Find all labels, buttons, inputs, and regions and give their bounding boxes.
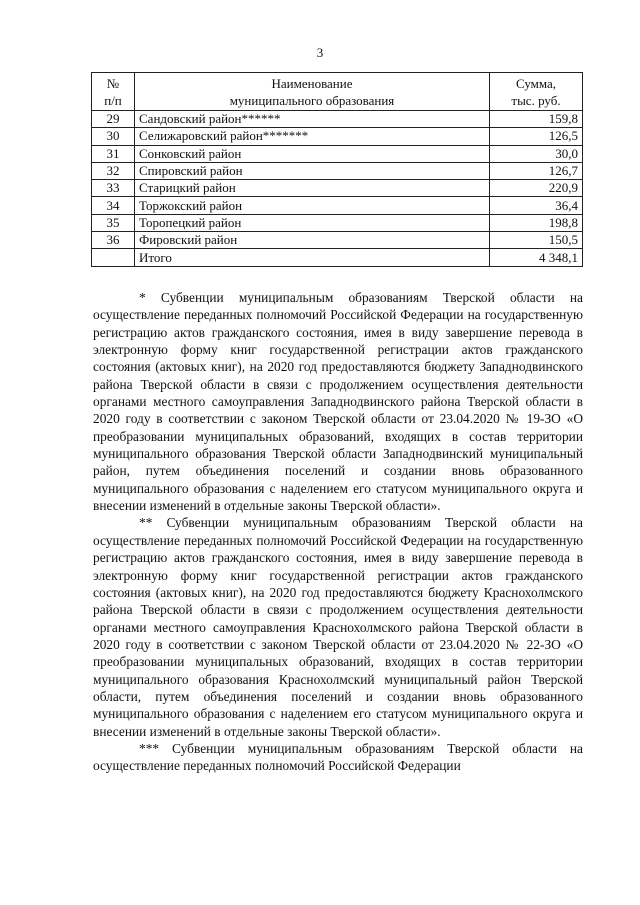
- row-name: Селижаровский район*******: [135, 128, 490, 145]
- row-name: Сандовский район******: [135, 111, 490, 128]
- page-number: 3: [316, 45, 324, 60]
- row-number: 36: [92, 232, 135, 249]
- row-number: 32: [92, 162, 135, 179]
- row-sum: 150,5: [490, 232, 583, 249]
- table-row: [92, 197, 583, 214]
- total-label: Итого: [135, 249, 490, 266]
- row-sum: 126,5: [490, 128, 583, 145]
- row-sum: 36,4: [490, 197, 583, 214]
- row-number: 35: [92, 214, 135, 231]
- row-number: 30: [92, 128, 135, 145]
- row-name: Фировский район: [135, 232, 490, 249]
- header-name-line1: Наименование: [271, 75, 353, 91]
- total-sum: 4 348,1: [490, 249, 583, 266]
- row-name: Сонковский район: [135, 145, 490, 162]
- row-sum: 30,0: [490, 145, 583, 162]
- row-name: Торжокский район: [135, 197, 490, 214]
- row-number: 31: [92, 145, 135, 162]
- header-number-line2: п/п: [104, 92, 122, 108]
- footnote-3: *** Субвенции муниципальным образованиям Тверской области на осуществление переданных полномочий Российской Федерации: [93, 740, 583, 774]
- row-name: Старицкий район: [135, 180, 490, 197]
- header-sum-line1: Сумма,: [515, 75, 557, 91]
- table-row: [92, 145, 583, 162]
- header-number: [92, 73, 135, 111]
- header-name-line2: муниципального образования: [229, 92, 395, 108]
- header-sum: [490, 73, 583, 111]
- row-name: Спировский район: [135, 162, 490, 179]
- row-sum: 126,7: [490, 162, 583, 179]
- table-row: [92, 180, 583, 197]
- table-row: [92, 162, 583, 179]
- row-sum: 159,8: [490, 111, 583, 128]
- row-number: 34: [92, 197, 135, 214]
- row-number: 29: [92, 111, 135, 128]
- table-header-row: [92, 73, 583, 111]
- header-name: [135, 73, 490, 111]
- row-name: Торопецкий район: [135, 214, 490, 231]
- footnote-2: ** Субвенции муниципальным образованиям Тверской области на осуществление переданных полномочий Российской Федерации на государственную регистрацию актов гражданского состояния, имея в виду завершение перевода в электронную форму книг государственной регистрации актов гражданского состояния (актовых книг), на 2020 год предоставляются бюджету Краснохолмского района Тверской области в связи с продолжением осуществления деятельности органами местного самоуправления Краснохолмского района Тверской области в 2020 году в соответствии с законом Тверской области от 23.04.2020 № 22-ЗО «О преобразовании муниципальных образований, входящих в состав территории муниципального образования Краснохолмский муниципальный район Тверской области, путем объединения поселений и создании вновь образованного муниципального образования с наделением его статусом муниципального округа и внесении изменений в отдельные законы Тверской области».: [93, 515, 583, 739]
- table-total-row: [92, 249, 583, 266]
- row-sum: 220,9: [490, 180, 583, 197]
- table-row: [92, 111, 583, 128]
- footnote-1: * Субвенции муниципальным образованиям Тверской области на осуществление переданных полномочий Российской Федерации на государственную регистрацию актов гражданского состояния, имея в виду завершение перевода в электронную форму книг государственной регистрации актов гражданского состояния (актовых книг), на 2020 год предоставляются бюджету Западнодвинского района Тверской области в связи с продолжением осуществления деятельности органами местного самоуправления Западнодвинского района Тверской области в 2020 году в соответствии с законом Тверской области от 23.04.2020 № 19-ЗО «О преобразовании муниципальных образований, входящих в состав территории муниципального образования Тверской области Западнодвинский муниципальный район, путем объединения поселений и создании вновь образованного муниципального образования с наделением его статусом муниципального округа и внесении изменений в отдельные законы Тверской области».: [93, 290, 583, 514]
- footnotes: [93, 289, 583, 775]
- table-row: [92, 232, 583, 249]
- table-row: [92, 128, 583, 145]
- row-number: 33: [92, 180, 135, 197]
- header-number-line1: №: [106, 75, 120, 91]
- table-row: [92, 214, 583, 231]
- header-sum-line2: тыс. руб.: [511, 92, 561, 108]
- subventions-table: [91, 72, 583, 267]
- row-sum: 198,8: [490, 214, 583, 231]
- total-number: [92, 249, 135, 266]
